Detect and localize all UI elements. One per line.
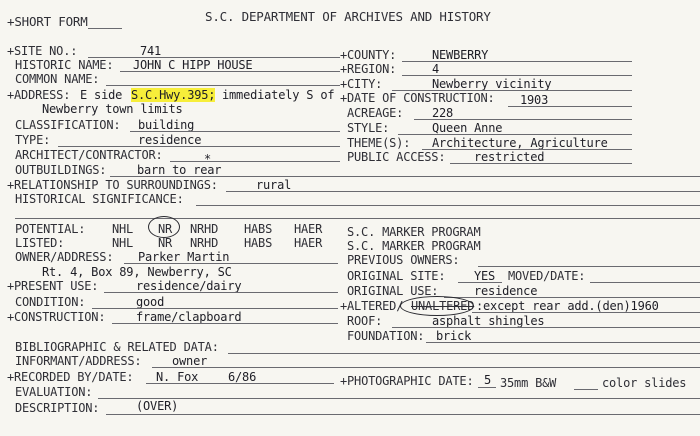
- classification-value: building: [138, 118, 195, 132]
- construction-line: [112, 323, 338, 324]
- evaluation-line: [98, 398, 700, 399]
- condition-line: [92, 308, 338, 309]
- roof-value: asphalt shingles: [432, 314, 545, 328]
- significance-blank-line: [15, 218, 700, 219]
- original-use-label: ORIGINAL USE:: [347, 284, 439, 298]
- foundation-label: FOUNDATION:: [347, 329, 425, 343]
- form-title: S.C. DEPARTMENT OF ARCHIVES AND HISTORY: [205, 9, 491, 24]
- unaltered-circle: [400, 296, 474, 316]
- moved-date-label: MOVED/DATE:: [508, 269, 586, 283]
- description-label: DESCRIPTION:: [15, 401, 100, 415]
- relationship-line: [226, 191, 700, 192]
- original-site-value: YES: [474, 269, 496, 283]
- site-no-label: +SITE NO.:: [7, 44, 78, 58]
- style-line: [398, 134, 632, 135]
- potential-habs: HABS: [244, 222, 273, 236]
- owner-address-value: Rt. 4, Box 89, Newberry, SC: [42, 265, 232, 279]
- short-form-line: [88, 28, 122, 29]
- public-access-value: restricted: [474, 150, 545, 164]
- short-form-label: +SHORT FORM: [7, 14, 88, 29]
- nr-selected-circle: [148, 216, 180, 238]
- owner-label: OWNER/ADDRESS:: [15, 250, 114, 264]
- photo-count-line: [478, 387, 496, 388]
- address-value-post: immediately S of: [222, 88, 335, 102]
- original-site-label: ORIGINAL SITE:: [347, 269, 446, 283]
- acreage-line: [414, 119, 632, 120]
- themes-label: THEME(S):: [347, 136, 411, 150]
- city-label: +CITY:: [340, 77, 383, 91]
- public-access-line: [450, 163, 632, 164]
- listed-haer: HAER: [294, 236, 323, 250]
- architect-label: ARCHITECT/CONTRACTOR:: [15, 148, 163, 162]
- acreage-value: 228: [432, 106, 454, 120]
- listed-nr: NR: [158, 236, 173, 250]
- region-line: [402, 75, 632, 76]
- common-name-line: [106, 85, 340, 86]
- owner-line: [124, 263, 338, 264]
- region-value: 4: [432, 62, 440, 76]
- original-site-line: [458, 282, 502, 283]
- type-label: TYPE:: [15, 133, 51, 147]
- site-no-value: 741: [140, 44, 162, 58]
- condition-value: good: [136, 295, 165, 309]
- potential-nr: NR: [158, 222, 173, 236]
- relationship-value: rural: [256, 178, 292, 192]
- present-use-line: [104, 292, 338, 293]
- recorded-line: [146, 383, 334, 384]
- owner-value: Parker Martin: [138, 250, 230, 264]
- city-value: Newberry vicinity: [432, 77, 552, 91]
- address-line-2: Newberry town limits: [42, 102, 183, 116]
- style-value: Queen Anne: [432, 121, 503, 135]
- potential-nrhd: NRHD: [190, 222, 219, 236]
- foundation-line: [426, 342, 700, 343]
- outbuildings-line: [110, 176, 700, 177]
- listed-label: LISTED:: [15, 236, 65, 250]
- potential-haer: HAER: [294, 222, 323, 236]
- informant-line: [152, 367, 700, 368]
- outbuildings-label: OUTBUILDINGS:: [15, 163, 107, 177]
- photo-count-value: 5: [484, 373, 492, 387]
- previous-owners-line: [478, 266, 700, 267]
- architect-value: *: [204, 152, 212, 166]
- address-highlighted: S.C.Hwy.395;: [131, 88, 216, 102]
- listed-nhl: NHL: [112, 236, 134, 250]
- original-use-value: residence: [474, 284, 538, 298]
- architect-line: [170, 161, 340, 162]
- altered-value: :except rear add.(den)1960: [476, 299, 659, 313]
- date-construction-label: +DATE OF CONSTRUCTION:: [340, 91, 495, 105]
- bibliographic-line: [228, 353, 700, 354]
- public-access-label: PUBLIC ACCESS:: [347, 150, 446, 164]
- classification-line: [130, 131, 340, 132]
- classification-label: CLASSIFICATION:: [15, 118, 121, 132]
- present-use-value: residence/dairy: [136, 279, 242, 293]
- listed-habs: HABS: [244, 236, 273, 250]
- historical-significance-line: [196, 205, 700, 206]
- description-value: (OVER): [136, 399, 179, 413]
- construction-label: +CONSTRUCTION:: [7, 310, 106, 324]
- type-line: [58, 146, 340, 147]
- potential-label: POTENTIAL:: [15, 222, 86, 236]
- county-value: NEWBERRY: [432, 48, 489, 62]
- original-use-line: [444, 297, 700, 298]
- photographic-date-label: +PHOTOGRAPHIC DATE:: [340, 374, 474, 388]
- present-use-label: +PRESENT USE:: [7, 279, 99, 293]
- themes-value: Architecture, Agriculture: [432, 136, 608, 150]
- outbuildings-value: barn to rear: [137, 163, 222, 177]
- altered-label: +ALTERED/: [340, 299, 404, 313]
- date-construction-value: 1903: [520, 93, 549, 107]
- relationship-label: +RELATIONSHIP TO SURROUNDINGS:: [7, 178, 218, 192]
- address-label: +ADDRESS:: [7, 88, 71, 102]
- informant-label: INFORMANT/ADDRESS:: [15, 354, 142, 368]
- evaluation-label: EVALUATION:: [15, 385, 93, 399]
- county-label: +COUNTY:: [340, 48, 397, 62]
- recorded-label: +RECORDED BY/DATE:: [7, 370, 134, 384]
- historic-name-line: [120, 71, 340, 72]
- photo-type-label: 35mm B&W: [500, 376, 557, 390]
- acreage-label: ACREAGE:: [347, 106, 404, 120]
- common-name-label: COMMON NAME:: [15, 72, 100, 86]
- recorded-date-value: 6/86: [228, 370, 257, 384]
- informant-value: owner: [172, 354, 208, 368]
- style-label: STYLE:: [347, 121, 390, 135]
- color-slides-blank: [574, 389, 598, 390]
- type-value: residence: [138, 133, 202, 147]
- marker-program-2: S.C. MARKER PROGRAM: [347, 239, 481, 253]
- previous-owners-label: PREVIOUS OWNERS:: [347, 253, 460, 267]
- historical-significance-label: HISTORICAL SIGNIFICANCE:: [15, 192, 184, 206]
- moved-date-line: [590, 282, 700, 283]
- roof-label: ROOF:: [347, 314, 383, 328]
- condition-label: CONDITION:: [15, 295, 86, 309]
- bibliographic-label: BIBLIOGRAPHIC & RELATED DATA:: [15, 340, 219, 354]
- historic-name-label: HISTORIC NAME:: [15, 58, 114, 72]
- date-construction-line: [508, 106, 632, 107]
- roof-line: [392, 327, 700, 328]
- foundation-value: brick: [436, 329, 472, 343]
- description-line: [106, 414, 700, 415]
- altered-line: [472, 312, 700, 313]
- recorded-value: N. Fox: [156, 370, 199, 384]
- marker-program-1: S.C. MARKER PROGRAM: [347, 225, 481, 239]
- potential-nhl: NHL: [112, 222, 134, 236]
- region-label: +REGION:: [340, 62, 397, 76]
- listed-nrhd: NRHD: [190, 236, 219, 250]
- historic-name-value: JOHN C HIPP HOUSE: [133, 58, 253, 72]
- unaltered-label: UNALTERED: [411, 299, 475, 313]
- address-value-pre: E side: [80, 88, 123, 102]
- color-slides-label: color slides: [602, 376, 687, 390]
- construction-value: frame/clapboard: [136, 310, 242, 324]
